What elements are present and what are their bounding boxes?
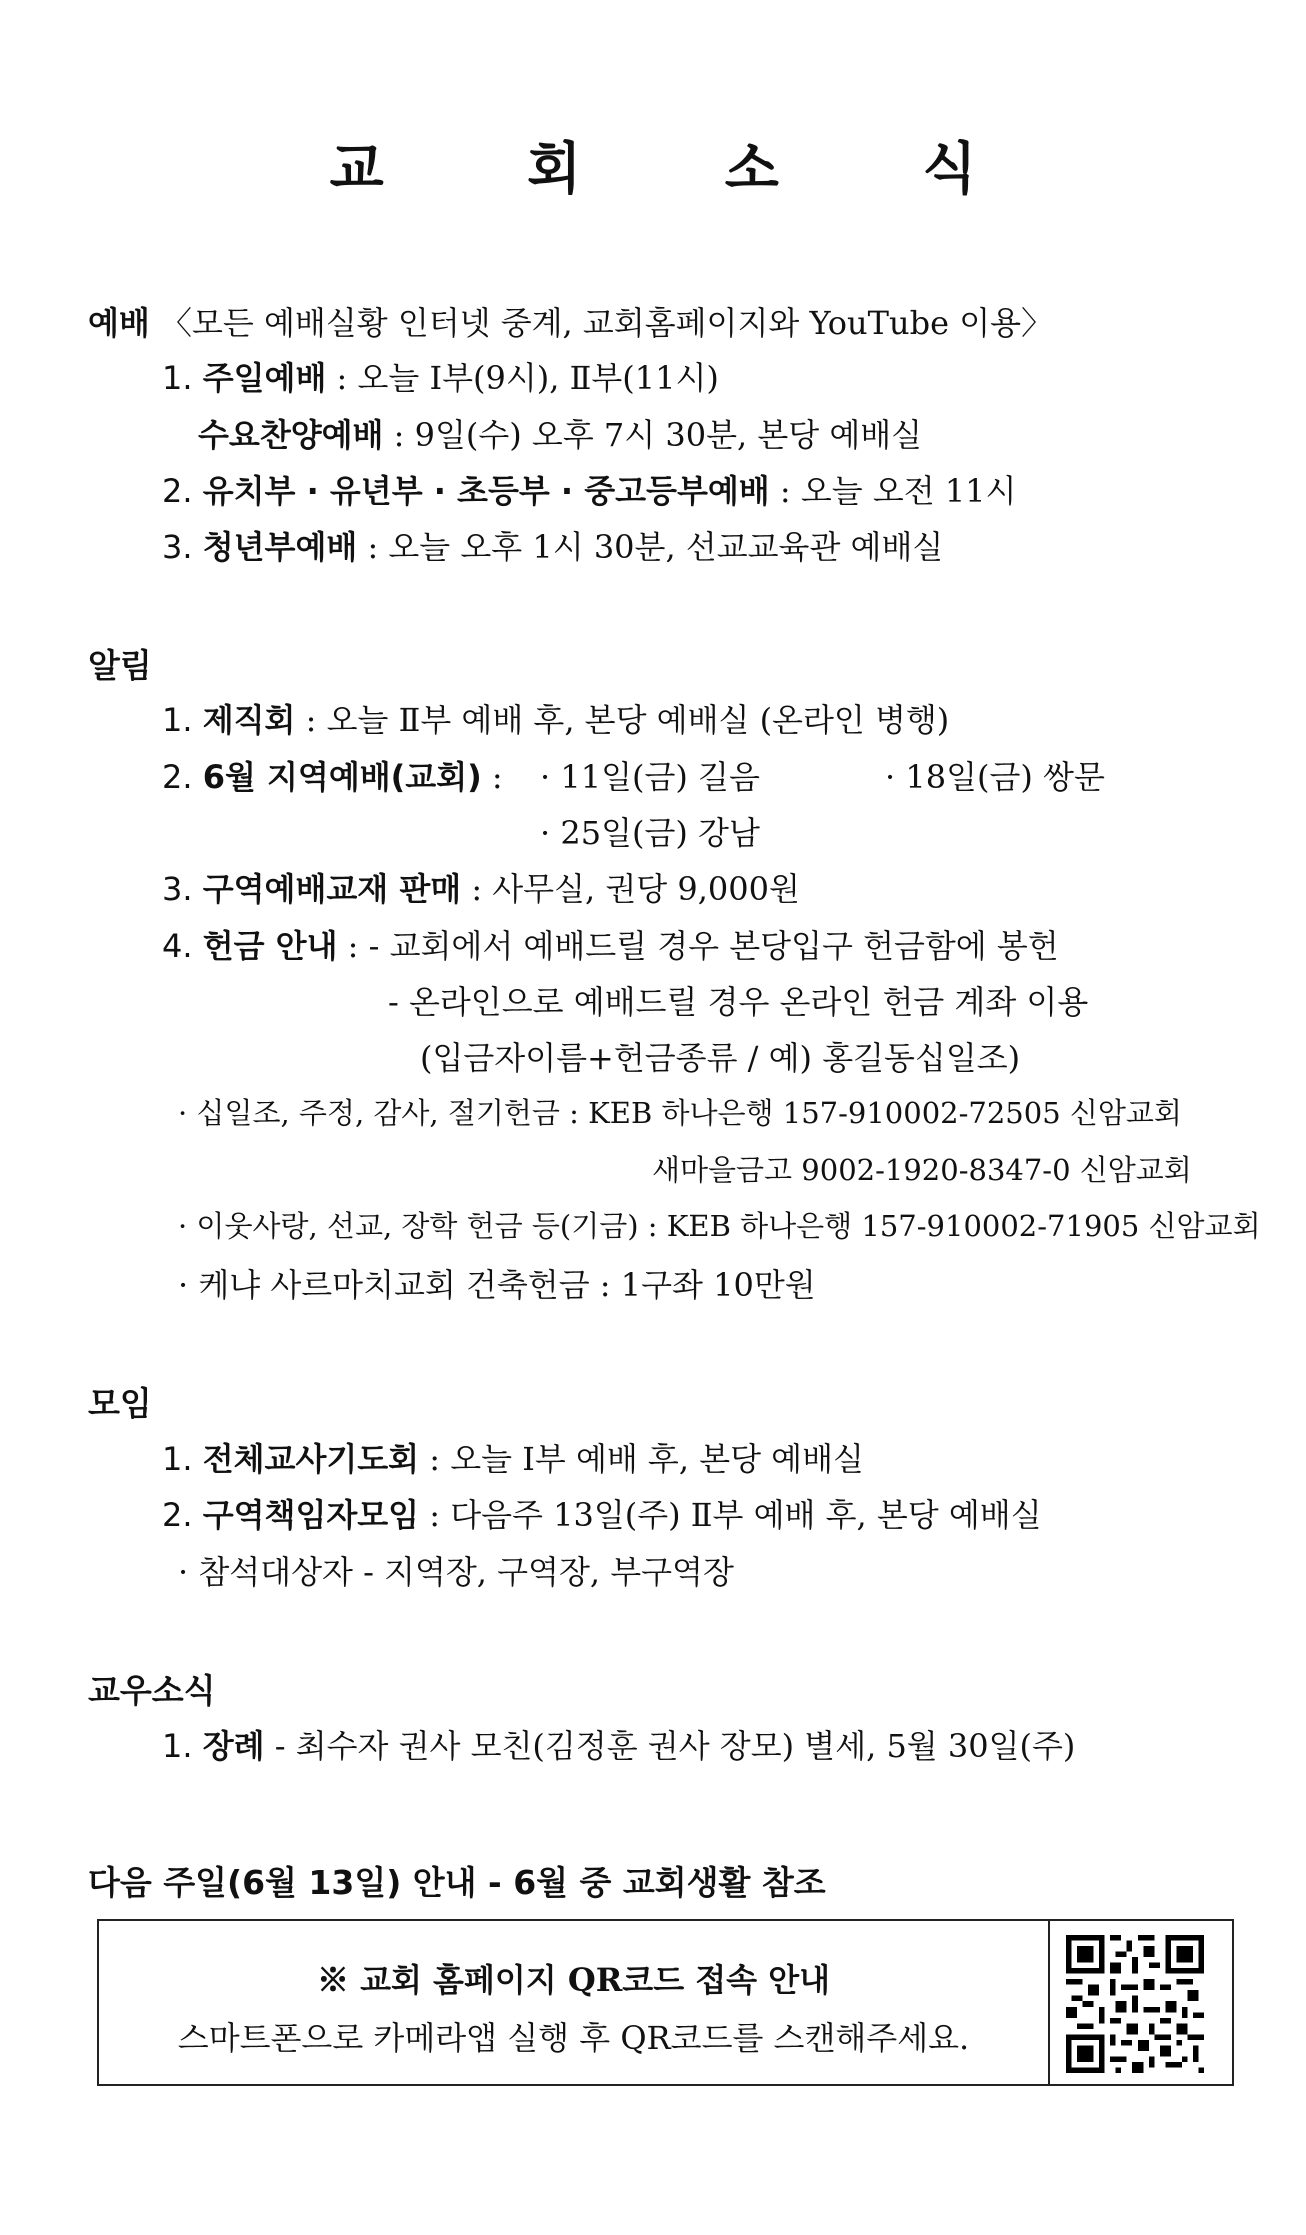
item-text: : - 교회에서 예배드릴 경우 본당입구 헌금함에 봉헌 — [347, 927, 1059, 965]
item-label: 6월 지역예배(교회) — [202, 758, 482, 796]
item-text: : 사무실, 권당 9,000원 — [471, 870, 800, 908]
region-worship-2: · 18일(금) 쌍문 — [885, 758, 1105, 796]
item-number: 2. — [162, 1496, 193, 1534]
notice-item-4 — [162, 921, 1059, 967]
item-label: 수요찬양예배 — [198, 416, 384, 454]
item-label: 전체교사기도회 — [202, 1440, 420, 1478]
item-number: 3. — [162, 528, 193, 566]
item-label: 장례 — [202, 1727, 265, 1765]
qr-info-box — [97, 1919, 1234, 2086]
account-fund: · 이웃사랑, 선교, 장학 헌금 등(기금) : KEB 하나은행 157-910002-71905 신암교회 — [178, 1209, 1261, 1243]
item-number: 1. — [162, 701, 193, 739]
account-tithe: · 십일조, 주정, 감사, 절기헌금 : KEB 하나은행 157-910002-72505 신암교회 — [178, 1096, 1182, 1130]
item-number: 4. — [162, 927, 193, 965]
worship-heading-line — [88, 298, 1053, 344]
item-label: 제직회 — [202, 701, 296, 739]
qr-box-title: ※ 교회 홈페이지 QR코드 접속 안내 — [316, 1961, 831, 1999]
item-number: 3. — [162, 870, 193, 908]
region-worship-3: · 25일(금) 강남 — [540, 814, 760, 852]
item-text: : 오늘 오전 11시 — [779, 472, 1017, 510]
item-text: - 최수자 권사 모친(김정훈 권사 장모) 별세, 5월 30일(주) — [274, 1727, 1076, 1765]
worship-item-1 — [162, 353, 719, 399]
item-number: 2. — [162, 758, 193, 796]
notice-item-3 — [162, 864, 800, 910]
region-worship-1: · 11일(금) 길음 — [540, 758, 760, 796]
item-label: 청년부예배 — [202, 528, 358, 566]
item-number: 2. — [162, 472, 193, 510]
item-label: 구역예배교재 판매 — [202, 870, 462, 908]
item-label: 구역책임자모임 — [202, 1496, 420, 1534]
item-text: : 오늘 오후 1시 30분, 선교교육관 예배실 — [367, 528, 944, 566]
item-text: : 9일(수) 오후 7시 30분, 본당 예배실 — [393, 416, 923, 454]
meeting-item-2b: · 참석대상자 - 지역장, 구역장, 부구역장 — [178, 1553, 734, 1591]
worship-item-2 — [162, 466, 1016, 512]
notice-item-1 — [162, 695, 949, 741]
account-tithe-2: 새마을금고 9002-1920-8347-0 신암교회 — [652, 1153, 1192, 1187]
meeting-item-1 — [162, 1434, 864, 1480]
notice-item-2 — [162, 752, 503, 798]
page-title: 교 회 소 식 — [329, 137, 1039, 202]
account-kenya: · 케냐 사르마치교회 건축헌금 : 1구좌 10만원 — [178, 1266, 816, 1304]
item-text: : 오늘 Ⅰ부 예배 후, 본당 예배실 — [429, 1440, 864, 1478]
item-text: : 오늘 Ⅱ부 예배 후, 본당 예배실 (온라인 병행) — [305, 701, 950, 739]
worship-item-1b — [198, 410, 922, 456]
item-number: 1. — [162, 1440, 193, 1478]
offering-online-line: - 온라인으로 예배드릴 경우 온라인 헌금 계좌 이용 — [388, 983, 1089, 1021]
member-heading: 교우소식 — [88, 1671, 216, 1710]
item-number: 1. — [162, 359, 193, 397]
qr-box-instruction: 스마트폰으로 카메라앱 실행 후 QR코드를 스캔해주세요. — [177, 2019, 970, 2057]
item-label: 헌금 안내 — [202, 927, 338, 965]
next-week-notice: 다음 주일(6월 13일) 안내 - 6월 중 교회생활 참조 — [88, 1863, 826, 1902]
item-number: 1. — [162, 1727, 193, 1765]
worship-heading: 예배 — [88, 304, 150, 342]
item-text: : 오늘 Ⅰ부(9시), Ⅱ부(11시) — [336, 359, 719, 397]
worship-item-3 — [162, 522, 943, 568]
offering-example-line: (입금자이름+헌금종류 / 예) 홍길동십일조) — [420, 1039, 1021, 1077]
member-item-1 — [162, 1721, 1075, 1767]
worship-note: 〈모든 예배실황 인터넷 중계, 교회홈페이지와 YouTube 이용〉 — [160, 304, 1054, 342]
item-colon: : — [491, 758, 503, 796]
meeting-item-2 — [162, 1490, 1042, 1536]
item-label: 주일예배 — [202, 359, 327, 397]
item-text: : 다음주 13일(주) Ⅱ부 예배 후, 본당 예배실 — [429, 1496, 1042, 1534]
qr-code-icon — [1066, 1935, 1204, 2073]
notice-heading: 알림 — [88, 646, 152, 685]
qr-box-divider — [1048, 1921, 1050, 2084]
meeting-heading: 모임 — [88, 1384, 152, 1423]
item-label: 유치부 · 유년부 · 초등부 · 중고등부예배 — [202, 472, 770, 510]
